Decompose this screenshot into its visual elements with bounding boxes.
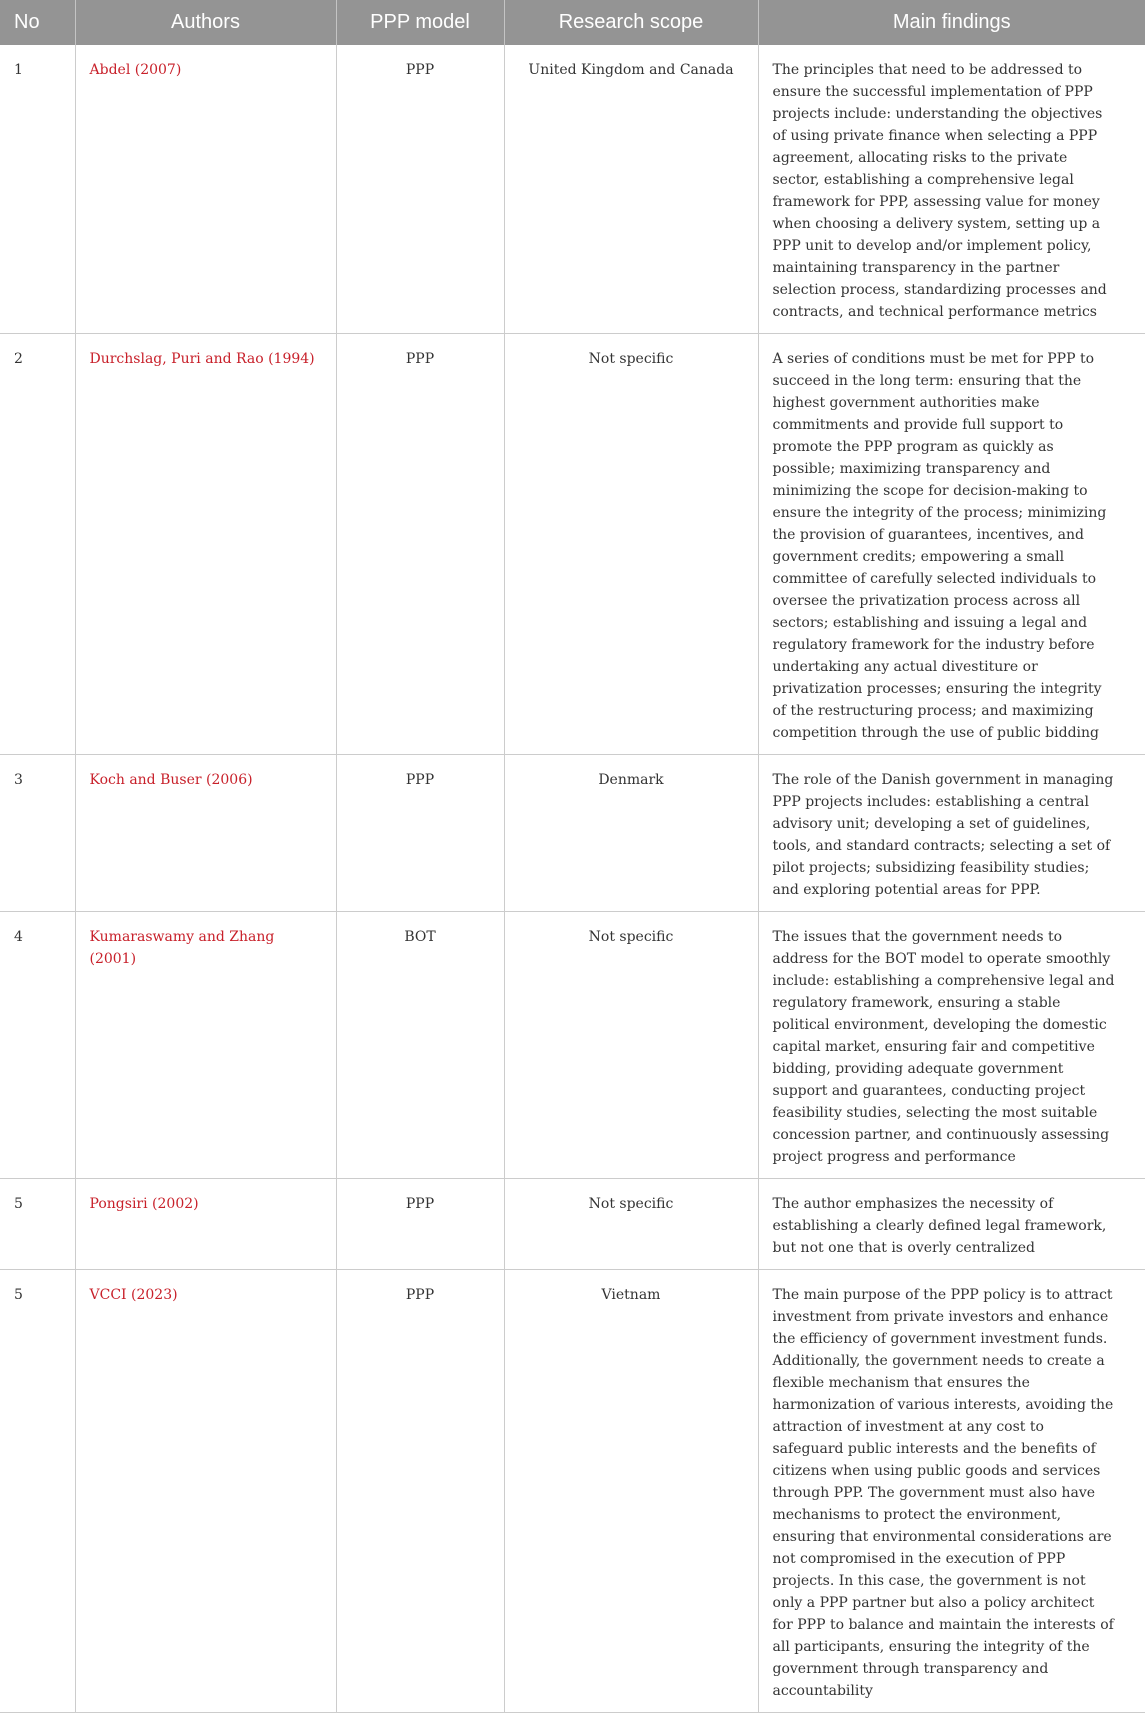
author-cell bbox=[75, 912, 336, 1179]
table-row bbox=[0, 755, 1145, 912]
row-number: 4 bbox=[0, 912, 75, 1179]
ppp-model-cell: PPP bbox=[336, 334, 504, 755]
research-scope-cell: United Kingdom and Canada bbox=[504, 45, 758, 334]
table-row bbox=[0, 1179, 1145, 1270]
author-cell bbox=[75, 1270, 336, 1713]
row-number: 1 bbox=[0, 45, 75, 334]
author-link[interactable]: VCCI (2023) bbox=[89, 1287, 178, 1303]
author-link[interactable]: Abdel (2007) bbox=[89, 62, 182, 78]
row-number: 5 bbox=[0, 1270, 75, 1713]
row-number: 3 bbox=[0, 755, 75, 912]
research-scope-cell: Not specific bbox=[504, 912, 758, 1179]
row-number: 2 bbox=[0, 334, 75, 755]
author-cell bbox=[75, 45, 336, 334]
main-findings-cell: The issues that the government needs to address for the BOT model to operate smoothly include: establishing a comprehensive legal and regulatory framework, ensuring a stable political environment, developing the domestic capital market, ensuring fair and competitive bidding, providing adequate government support and guarantees, conducting project feasibility studies, selecting the most suitable concession partner, and continuously assessing project progress and performance bbox=[758, 912, 1145, 1179]
author-link[interactable]: Kumaraswamy and Zhang (2001) bbox=[89, 929, 275, 967]
author-cell bbox=[75, 334, 336, 755]
research-scope-cell: Denmark bbox=[504, 755, 758, 912]
research-scope-cell: Not specific bbox=[504, 334, 758, 755]
header-main-findings: Main findings bbox=[758, 0, 1145, 45]
ppp-model-cell: BOT bbox=[336, 912, 504, 1179]
header-research-scope: Research scope bbox=[504, 0, 758, 45]
main-findings-cell: The main purpose of the PPP policy is to attract investment from private investors and enhance the efficiency of government investment funds. Additionally, the government needs to create a flexible mechanism that ensures the harmonization of various interests, avoiding the attraction of investment at any cost to safeguard public interests and the benefits of citizens when using public goods and services through PPP. The government must also have mechanisms to protect the environment, ensuring that environmental considerations are not compromised in the execution of PPP projects. In this case, the government is not only a PPP partner but also a policy architect for PPP to balance and maintain the interests of all participants, ensuring the integrity of the government through transparency and accountability bbox=[758, 1270, 1145, 1713]
table-row bbox=[0, 1270, 1145, 1713]
research-scope-cell: Not specific bbox=[504, 1179, 758, 1270]
author-cell bbox=[75, 1179, 336, 1270]
main-findings-cell: The author emphasizes the necessity of establishing a clearly defined legal framework, but not one that is overly centralized bbox=[758, 1179, 1145, 1270]
main-findings-cell: A series of conditions must be met for PPP to succeed in the long term: ensuring that the highest government authorities make commitments and provide full support to promote the PPP program as quickly as possible; maximizing transparency and minimizing the scope for decision-making to ensure the integrity of the process; minimizing the provision of guarantees, incentives, and government credits; empowering a small committee of carefully selected individuals to oversee the privatization process across all sectors; establishing and issuing a legal and regulatory framework for the industry before undertaking any actual divestiture or privatization processes; ensuring the integrity of the restructuring process; and maximizing competition through the use of public bidding bbox=[758, 334, 1145, 755]
table-row bbox=[0, 912, 1145, 1179]
ppp-model-cell: PPP bbox=[336, 1270, 504, 1713]
research-scope-cell: Vietnam bbox=[504, 1270, 758, 1713]
main-findings-cell: The role of the Danish government in managing PPP projects includes: establishing a central advisory unit; developing a set of guidelines, tools, and standard contracts; selecting a set of pilot projects; subsidizing feasibility studies; and exploring potential areas for PPP. bbox=[758, 755, 1145, 912]
row-number: 5 bbox=[0, 1179, 75, 1270]
ppp-model-cell: PPP bbox=[336, 45, 504, 334]
table-row bbox=[0, 45, 1145, 334]
main-findings-cell: The principles that need to be addressed to ensure the successful implementation of PPP projects include: understanding the objectives of using private finance when selecting a PPP agreement, allocating risks to the private sector, establishing a comprehensive legal framework for PPP, assessing value for money when choosing a delivery system, setting up a PPP unit to develop and/or implement policy, maintaining transparency in the partner selection process, standardizing processes and contracts, and technical performance metrics bbox=[758, 45, 1145, 334]
table-row bbox=[0, 334, 1145, 755]
header-authors: Authors bbox=[75, 0, 336, 45]
ppp-model-cell: PPP bbox=[336, 1179, 504, 1270]
author-link[interactable]: Pongsiri (2002) bbox=[89, 1196, 199, 1212]
table-header-row bbox=[0, 0, 1145, 45]
author-cell bbox=[75, 755, 336, 912]
author-link[interactable]: Koch and Buser (2006) bbox=[89, 772, 253, 788]
header-ppp-model: PPP model bbox=[336, 0, 504, 45]
header-no: No bbox=[0, 0, 75, 45]
ppp-model-cell: PPP bbox=[336, 755, 504, 912]
author-link[interactable]: Durchslag, Puri and Rao (1994) bbox=[89, 351, 315, 367]
